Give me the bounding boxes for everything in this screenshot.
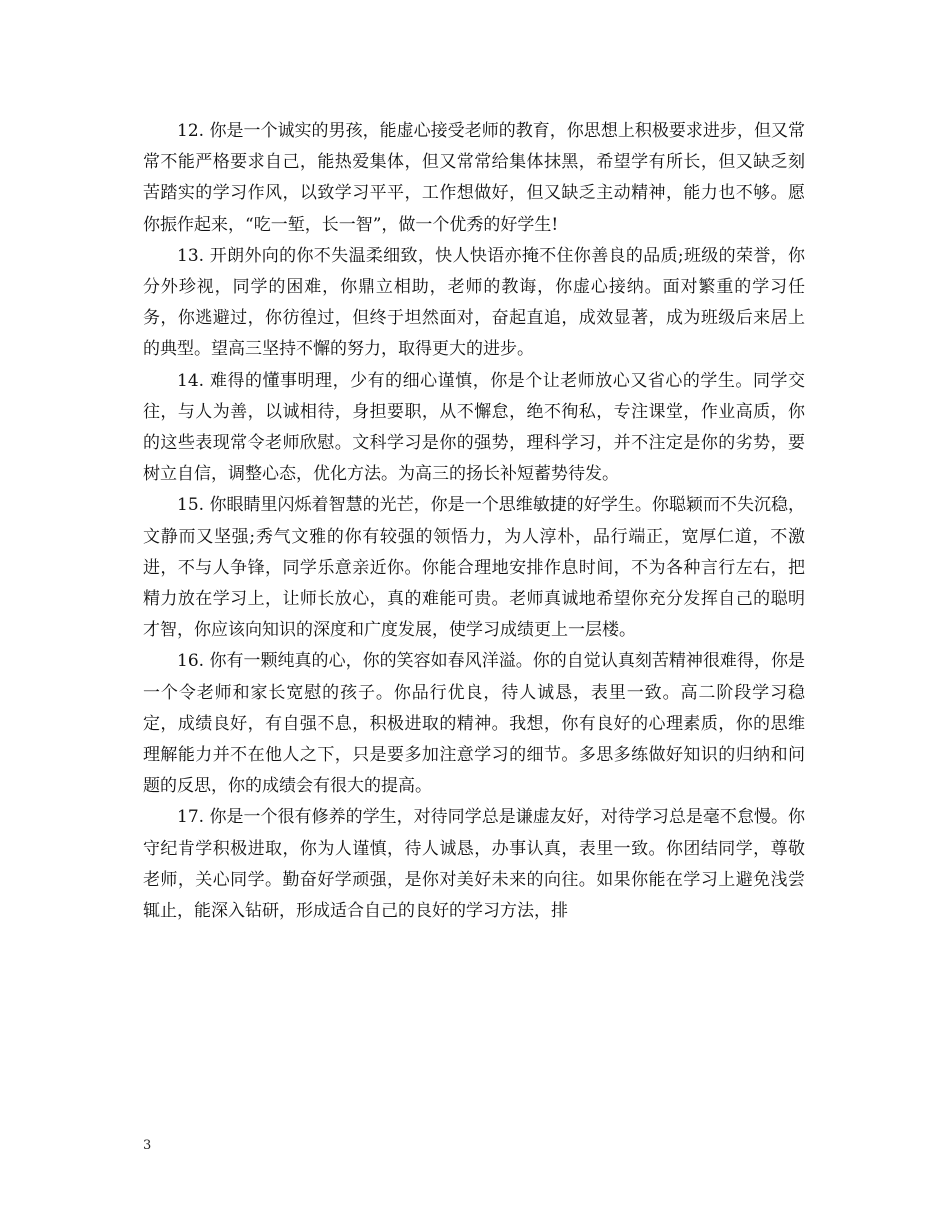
paragraph-13: 13. 开朗外向的你不失温柔细致，快人快语亦掩不住你善良的品质;班级的荣誉，你分外珍视，同学的困难，你鼎立相助，老师的教诲，你虚心接纳。面对繁重的学习任务，你逃避过，你彷徨过，但终于坦然面对，奋起直追，成效显著，成为班级后来居上的典型。望高三坚持不懈的努力，取得更大的进步。 <box>143 245 805 360</box>
page-number: 3 <box>143 1138 152 1153</box>
paragraph-14: 14. 难得的懂事明理，少有的细心谨慎，你是个让老师放心又省心的学生。同学交往，与人为善，以诚相待，身担要职，从不懈怠，绝不徇私，专注课堂，作业高质，你的这些表现常令老师欣慰。文科学习是你的强势，理科学习，并不注定是你的劣势，要树立自信，调整心态，优化方法。为高三的扬长补短蓄势待发。 <box>143 370 805 485</box>
paragraph-16: 16. 你有一颗纯真的心，你的笑容如春风洋溢。你的自觉认真刻苦精神很难得，你是一个令老师和家长宽慰的孩子。你品行优良，待人诚恳，表里一致。高二阶段学习稳定，成绩良好，有自强不息，积极进取的精神。我想，你有良好的心理素质，你的思维理解能力并不在他人之下，只是要多加注意学习的细节。多思多练做好知识的归纳和问题的反思，你的成绩会有很大的提高。 <box>143 651 805 797</box>
document-body <box>143 116 805 927</box>
paragraph-17: 17. 你是一个很有修养的学生，对待同学总是谦虚友好，对待学习总是毫不怠慢。你守纪肯学积极进取，你为人谨慎，待人诚恳，办事认真，表里一致。你团结同学，尊敬老师，关心同学。勤奋好学顽强，是你对美好未来的向往。如果你能在学习上避免浅尝辄止，能深入钻研，形成适合自己的良好的学习方法，排 <box>143 807 805 922</box>
paragraph-12: 12. 你是一个诚实的男孩，能虚心接受老师的教育，你思想上积极要求进步，但又常常不能严格要求自己，能热爱集体，但又常常给集体抹黑，希望学有所长，但又缺乏刻苦踏实的学习作风，以致学习平平，工作想做好，但又缺乏主动精神，能力也不够。愿你振作起来，“吃一堑，长一智”，做一个优秀的好学生! <box>143 121 805 235</box>
paragraph-15: 15. 你眼睛里闪烁着智慧的光芒，你是一个思维敏捷的好学生。你聪颖而不失沉稳，文静而又坚强;秀气文雅的你有较强的领悟力，为人淳朴，品行端正，宽厚仁道，不激进，不与人争锋，同学乐意亲近你。你能合理地安排作息时间，不为各种言行左右，把精力放在学习上，让师长放心，真的难能可贵。老师真诚地希望你充分发挥自己的聪明才智，你应该向知识的深度和广度发展，使学习成绩更上一层楼。 <box>143 495 805 641</box>
